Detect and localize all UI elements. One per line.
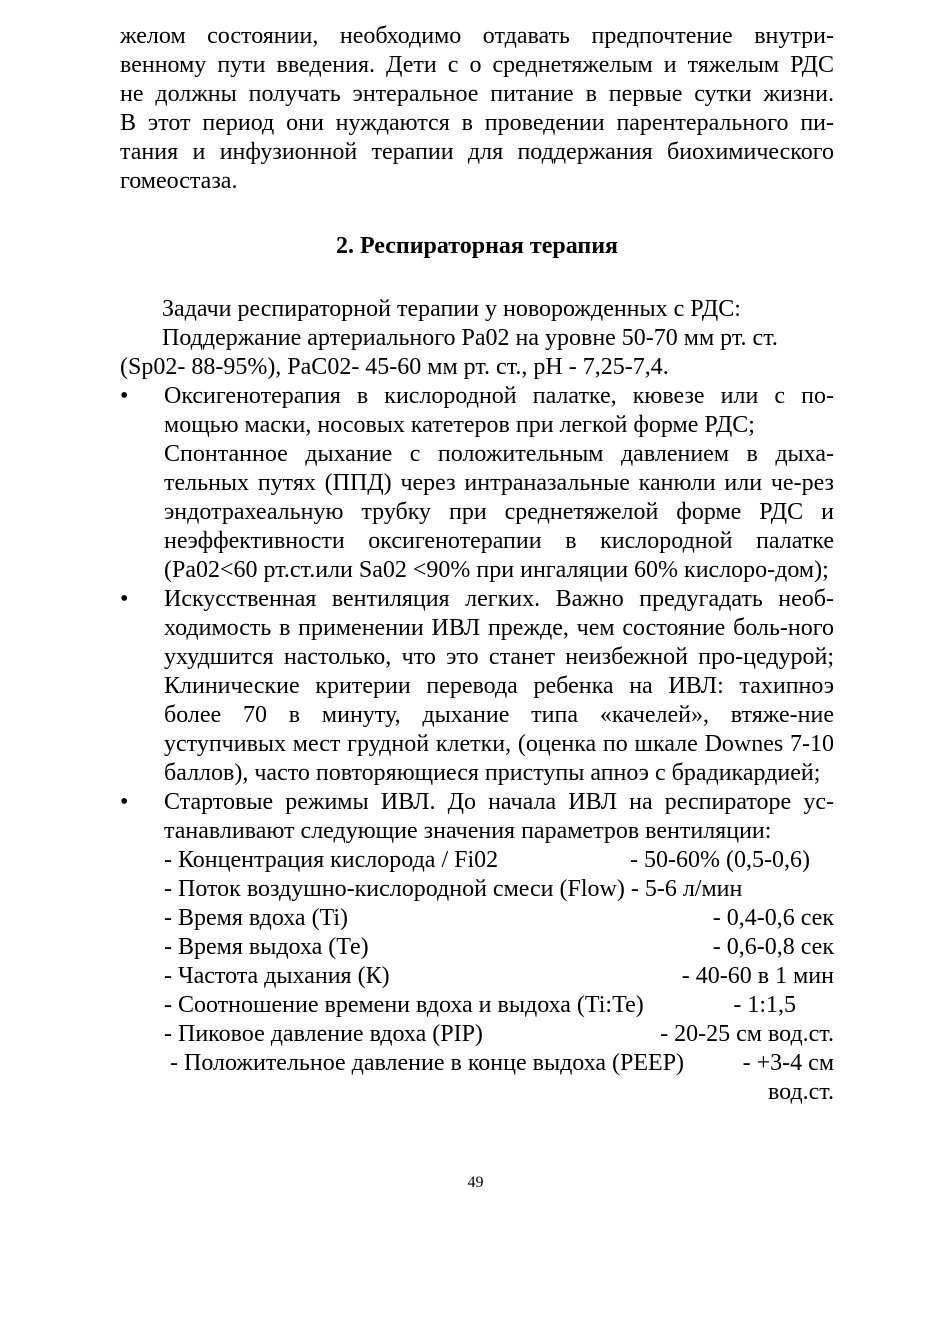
param-value: - 40-60 в 1 мин: [681, 963, 834, 989]
intro-line: желом состоянии, необходимо отдавать предпочтение внутри-: [120, 23, 834, 49]
bullet-item: [120, 788, 834, 846]
param-row: [164, 1020, 834, 1049]
intro-paragraph: [120, 22, 834, 196]
param-label: - Частота дыхания (К): [164, 963, 390, 989]
param-label: - Поток воздушно-кислородной смеси (Flow) - 5-6 л/мин: [164, 876, 743, 902]
target-line: Поддержание артериального Ра02 на уровне 50-70 мм рт. ст.: [162, 325, 778, 351]
bullet-mark: •: [120, 586, 129, 612]
param-value: - 20-25 см вод.ст.: [660, 1021, 834, 1047]
param-label: - Концентрация кислорода / Fi02: [164, 847, 499, 873]
param-row: [164, 846, 834, 875]
param-label: - Положительное давление в конце выдоха (PEEP): [170, 1050, 685, 1076]
param-value-continuation: вод.ст.: [767, 1079, 834, 1105]
target-values-line: (Sp02- 88-95%), РаС02- 45-60 мм рт. ст., рН - 7,25-7,4.: [120, 354, 669, 380]
param-row: [164, 875, 834, 904]
param-value: - 0,6-0,8 сек: [712, 934, 834, 960]
param-row: [164, 962, 834, 991]
bullet-text: Стартовые режимы ИВЛ. До начала ИВЛ на респираторе ус-танавливают следующие значения параметров вентиляции:: [164, 789, 834, 844]
intro-line: тания и инфузионной терапии для поддержания биохимического: [120, 139, 834, 165]
param-label: - Пиковое давление вдоха (PIP): [164, 1021, 483, 1047]
tasks-line: Задачи респираторной терапии у новорожденных с РДС:: [162, 296, 741, 322]
bullet-text: Искусственная вентиляция легких. Важно предугадать необ-ходимость в применении ИВЛ прежде, чем состояние боль-ного ухудшится настолько, что это станет неизбежной про-цедурой; Клинические критерии перевода ребенка на ИВЛ: тахипноэ более 70 в минуту, дыхание типа «качелей», втяже-ние уступчивых мест грудной клетки, (оценка по шкале Downes 7-10 баллов), часто повторяющиеся приступы апноэ с брадикардией;: [164, 586, 834, 786]
param-row: [164, 933, 834, 962]
intro-line: венному пути введения. Дети с о среднетяжелым и тяжелым РДС: [120, 52, 834, 78]
param-label: - Время вдоха (Ti): [164, 905, 349, 931]
page-number: 49: [467, 1174, 484, 1191]
param-label: - Соотношение времени вдоха и выдоха (Ti:Te): [164, 992, 644, 1018]
intro-line: гомеостаза.: [120, 168, 238, 194]
bullet-item: [120, 382, 834, 585]
bullet-mark: •: [120, 789, 129, 815]
ventilation-parameters: [120, 846, 834, 1107]
intro-line: не должны получать энтеральное питание в первые сутки жизни.: [120, 81, 834, 107]
param-row: [164, 1049, 834, 1078]
intro-line: В этот период они нуждаются в проведении парентерального пи-: [120, 110, 834, 136]
bullet-continuation: Спонтанное дыхание с положительным давлением в дыха-тельных путях (ППД) через интраназальные канюли или че-рез эндотрахеальную трубку при среднетяжелой форме РДС и неэффективности оксигенотерапии в кислородной палатке (Ра02<60 рт.ст.или Sa02 <90% при ингаляции 60% кислоро-дом);: [164, 441, 834, 583]
bullet-text: Оксигенотерапия в кислородной палатке, кювезе или с по-мощью маски, носовых катетеров при легкой форме РДС;: [164, 383, 834, 438]
bullet-mark: •: [120, 383, 129, 409]
bullet-item: [120, 585, 834, 788]
param-label: - Время выдоха (Те): [164, 934, 369, 960]
document-page: [120, 22, 834, 1107]
param-value: - +3-4 см: [742, 1050, 834, 1076]
section-heading: 2. Респираторная терапия: [335, 233, 619, 259]
param-value: - 50-60% (0,5-0,6): [630, 847, 810, 873]
param-value: - 1:1,5: [733, 992, 796, 1018]
param-value: - 0,4-0,6 сек: [712, 905, 834, 931]
param-row: [164, 904, 834, 933]
param-row: [164, 991, 834, 1020]
